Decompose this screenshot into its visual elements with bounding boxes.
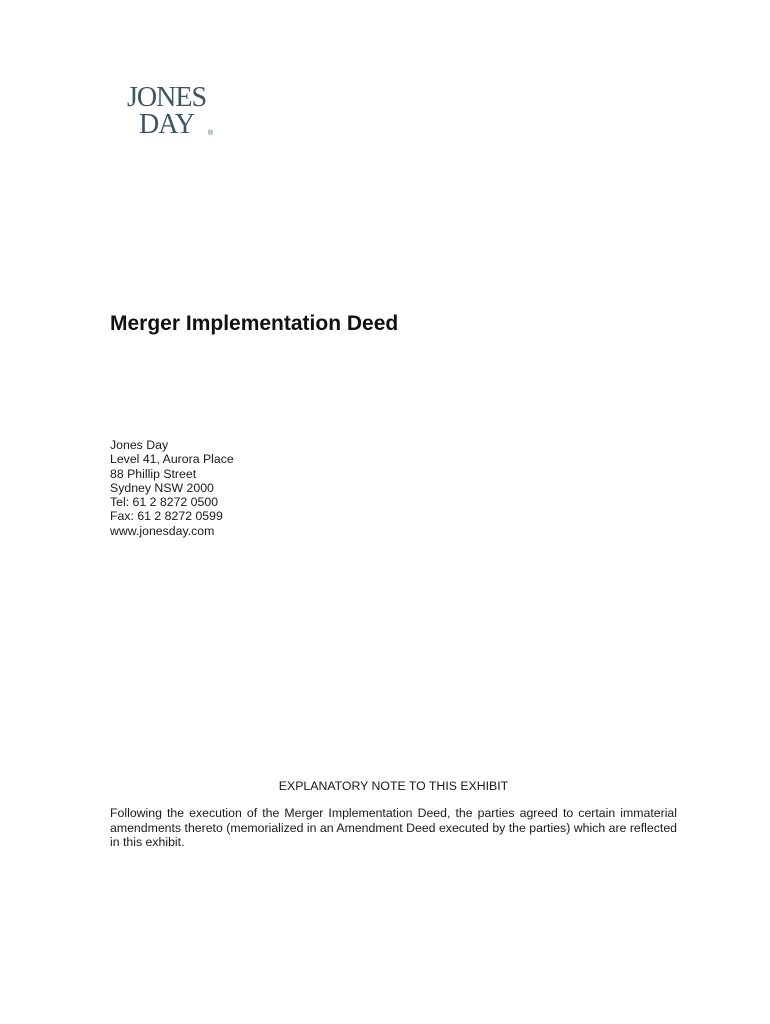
explanatory-note-body: Following the execution of the Merger Implementation Deed, the parties agreed to certain immaterial amendments thereto (memorialized in an Amendment Deed executed by the parties) which are reflected in this exhibit. [110, 806, 677, 850]
jones-day-logo [124, 84, 216, 144]
firm-address-block [110, 438, 234, 538]
address-street: 88 Phillip Street [110, 466, 197, 481]
address-fax: Fax: 61 2 8272 0599 [110, 509, 223, 524]
address-level: Level 41, Aurora Place [110, 452, 234, 467]
logo-word-jones: JONES [127, 82, 207, 113]
address-city: Sydney NSW 2000 [110, 480, 214, 495]
address-website: www.jonesday.com [110, 523, 215, 538]
registered-mark-icon: ® [208, 130, 214, 137]
logo-word-day: DAY [139, 109, 195, 140]
address-firm-name: Jones Day [110, 438, 169, 452]
document-title: Merger Implementation Deed [110, 312, 399, 335]
address-telephone: Tel: 61 2 8272 0500 [110, 495, 219, 510]
explanatory-note-heading: EXPLANATORY NOTE TO THIS EXHIBIT [278, 779, 509, 793]
